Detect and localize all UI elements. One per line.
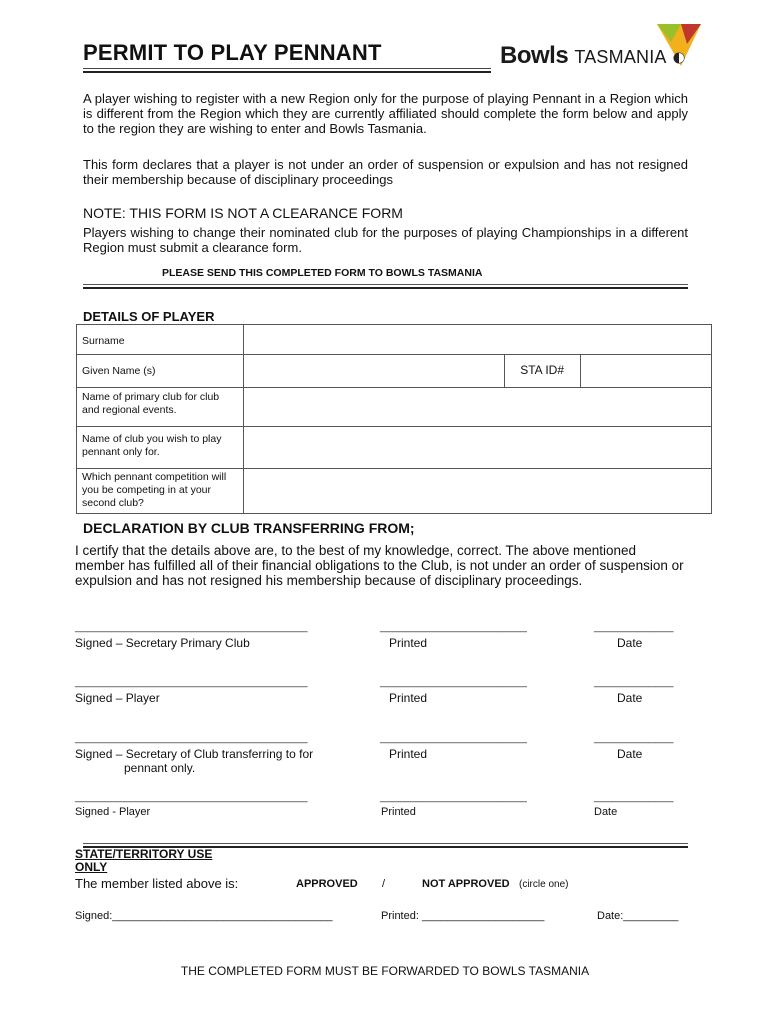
player-details-table — [76, 324, 712, 514]
printed-label: Printed — [381, 806, 416, 818]
page-title: PERMIT TO PLAY PENNANT — [83, 40, 382, 65]
table-row — [77, 427, 712, 469]
title-rule-thick — [83, 71, 491, 73]
clearance-paragraph: Players wishing to change their nominated club for the purposes of playing Championships in a different Region must submit a clearance form. — [83, 225, 688, 255]
printed-line[interactable]: ________________________ — [380, 621, 527, 633]
sta-id-field[interactable] — [581, 355, 711, 387]
given-name-field[interactable] — [244, 355, 505, 387]
signature-line-player[interactable]: ______________________________________ — [75, 676, 308, 688]
surname-field[interactable] — [244, 325, 712, 355]
signature-line-player-2[interactable]: ______________________________________ — [75, 791, 308, 803]
logo-light-text: TASMANIA — [574, 47, 667, 67]
bowl-icon — [673, 52, 685, 64]
date-line[interactable]: _____________ — [594, 676, 674, 688]
date-label: Date — [617, 747, 643, 761]
state-date-field[interactable]: Date:_________ — [597, 910, 679, 922]
footer-note: THE COMPLETED FORM MUST BE FORWARDED TO BOWLS TASMANIA — [180, 964, 590, 978]
declaration-paragraph: This form declares that a player is not under an order of suspension or expulsion and has not resigned their membership because of disciplinary proceedings — [83, 157, 688, 187]
option-separator: / — [382, 878, 386, 890]
title-rule — [83, 68, 491, 69]
note-heading: NOTE: THIS FORM IS NOT A CLEARANCE FORM — [83, 205, 403, 221]
sig-label-secretary-transfer: Signed – Secretary of Club transferring to for — [75, 747, 314, 761]
surname-label: Surname — [77, 325, 244, 355]
printed-line[interactable]: ________________________ — [380, 791, 527, 803]
competition-field[interactable] — [244, 469, 712, 514]
date-label: Date — [617, 691, 643, 705]
state-use-heading-line2: ONLY — [75, 860, 108, 874]
table-row — [77, 469, 712, 514]
primary-club-label: Name of primary club for club and regional events. — [77, 388, 244, 427]
state-signed-field[interactable]: Signed:____________________________________ — [75, 910, 333, 922]
state-printed-field[interactable]: Printed: ____________________ — [381, 910, 545, 922]
state-use-heading-line1: STATE/TERRITORY USE — [75, 847, 213, 861]
logo-wordmark — [500, 42, 685, 70]
printed-label: Printed — [389, 747, 428, 761]
divider-thick — [83, 287, 688, 289]
printed-label: Printed — [389, 691, 428, 705]
divider — [83, 843, 688, 844]
table-row — [77, 388, 712, 427]
logo-bold-text: Bowls — [500, 42, 569, 69]
given-name-label: Given Name (s) — [77, 355, 244, 388]
sig-label-player: Signed – Player — [75, 691, 160, 705]
given-name-row-cells — [244, 355, 712, 388]
declaration-heading: DECLARATION BY CLUB TRANSFERRING FROM; — [83, 520, 415, 536]
date-label: Date — [617, 636, 643, 650]
pennant-club-label: Name of club you wish to play pennant only for. — [77, 427, 244, 469]
details-heading: DETAILS OF PLAYER — [83, 309, 215, 324]
circle-one-hint: (circle one) — [519, 879, 569, 890]
date-label: Date — [594, 806, 618, 818]
signature-line-secretary-transfer[interactable]: ______________________________________ — [75, 732, 308, 744]
send-instruction: PLEASE SEND THIS COMPLETED FORM TO BOWLS TASMANIA — [162, 267, 483, 279]
sta-id-label: STA ID# — [505, 355, 581, 387]
sig-label-secretary-primary: Signed – Secretary Primary Club — [75, 636, 250, 650]
date-line[interactable]: _____________ — [594, 732, 674, 744]
sig-label-player-2: Signed - Player — [75, 806, 151, 818]
sig-label-secretary-transfer-cont: pennant only. — [124, 761, 196, 775]
date-line[interactable]: _____________ — [594, 621, 674, 633]
primary-club-field[interactable] — [244, 388, 712, 427]
table-row — [77, 355, 712, 388]
table-row — [77, 325, 712, 355]
competition-label: Which pennant competition will you be competing in at your second club? — [77, 469, 244, 514]
pennant-club-field[interactable] — [244, 427, 712, 469]
printed-line[interactable]: ________________________ — [380, 732, 527, 744]
member-status-label: The member listed above is: — [75, 876, 239, 891]
not-approved-option[interactable]: NOT APPROVED — [422, 878, 510, 890]
printed-label: Printed — [389, 636, 428, 650]
intro-paragraph: A player wishing to register with a new Region only for the purpose of playing Pennant in a Region which is different from the Region which they are currently affiliated should complete the form below and apply to the region they are wishing to enter and Bowls Tasmania. — [83, 91, 688, 136]
printed-line[interactable]: ________________________ — [380, 676, 527, 688]
divider — [83, 284, 688, 285]
date-line[interactable]: _____________ — [594, 791, 674, 803]
state-use-heading — [75, 848, 212, 874]
declaration-text: I certify that the details above are, to the best of my knowledge, correct. The above mentioned member has fulfilled all of their financial obligations to the Club, is not under an order of suspension or expulsion and has not resigned his membership because of disciplinary proceedings. — [75, 543, 684, 588]
approved-option[interactable]: APPROVED — [296, 878, 358, 890]
signature-line-secretary-primary[interactable]: ______________________________________ — [75, 621, 308, 633]
